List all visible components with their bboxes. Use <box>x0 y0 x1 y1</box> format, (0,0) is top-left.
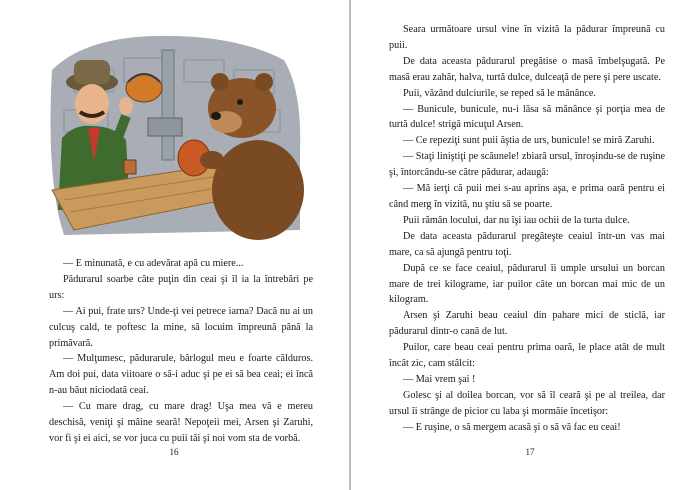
paragraph: Puii, văzând dulciurile, se reped să le mănânce. <box>403 87 596 99</box>
paragraph: — E ruşine, o să mergem acasă şi o să vă fac eu ceai! <box>403 421 621 433</box>
paragraph: Pădurarul soarbe câte puţin din ceai şi îl ia la întrebări pe urs: <box>49 273 313 301</box>
paragraph: — Mă ierţi că puii mei s-au aprins aşa, e prima oară pentru ei când merg în vizită, nu ştiu să se poarte. <box>389 183 665 210</box>
right-page-text <box>389 22 665 436</box>
right-page <box>351 0 700 490</box>
paragraph: — Ce repeziţi sunt puii ăştia de urs, bunicule! se miră Zaruhi. <box>403 135 655 147</box>
paragraph: Golesc şi al doilea borcan, vor să îl ceară şi pe al treilea, dar ursul îi strânge de picior cu laba şi mormăie încetişor: <box>389 389 665 417</box>
paragraph: Puii rămân locului, dar nu îşi iau ochii de la turta dulce. <box>403 214 630 226</box>
page-number-right: 17 <box>525 447 535 457</box>
forester-hat-top <box>74 60 110 84</box>
paragraph: — E minunată, e cu adevărat apă cu miere... <box>63 258 244 269</box>
paragraph: — Bunicule, bunicule, nu-i lăsa să mănânce şi porţia mea de turtă dulce! strigă micuţul Arsen. <box>389 103 665 131</box>
paragraph: De data aceasta pădurarul pregătise o masă îmbelşugată. Pe masă erau zahăr, halva, turtă dulce, dulceaţă de pere şi pere uscate. <box>389 55 665 83</box>
paragraph: — Cu mare drag, cu mare drag! Uşa mea vă e mereu deschisă, veniţi şi mâine seară! Nepoţeii mei, Arsen şi Zaruhi, vor fi şi ei aici, se vor juca cu puii tăi şi noi vom sta de vorbă. <box>49 401 313 444</box>
paragraph: Puilor, care beau ceai pentru prima oară, le place atât de mult încât zic, cam stâlcit: <box>389 342 665 370</box>
forester-raised-hand <box>119 97 133 115</box>
bear-paw <box>200 151 224 169</box>
left-page <box>0 0 349 490</box>
bear-ear-left <box>211 73 229 91</box>
stove-pipe <box>162 50 174 160</box>
paragraph: — Mai vrem şai ! <box>403 373 476 385</box>
bear-ear-right <box>255 73 273 91</box>
paragraph: Seara următoare ursul vine în vizită la pădurar împreună cu puii. <box>389 24 665 51</box>
bear-body <box>212 140 304 240</box>
paragraph: Arsen şi Zaruhi beau ceaiul din pahare mici de sticlă, iar pădurarul dintr-o cană de lut. <box>389 310 665 338</box>
forester-cup <box>124 160 136 174</box>
left-page-text <box>49 256 313 447</box>
paragraph: — Mulţumesc, pădurarule, bârlogul meu e foarte călduros. Am doi pui, data viitoare o să-i aduc şi pe ei să bea ceai; ei încă n-au băut niciodată ceai. <box>49 353 313 397</box>
illustration-svg <box>44 30 304 240</box>
paragraph: După ce se face ceaiul, pădurarul îi umple ursului un borcan mare de trei kilograme, iar puilor câte un borcan mai mic de un kilogram. <box>389 262 665 306</box>
bear-eye <box>237 99 243 105</box>
stove-box <box>148 118 182 136</box>
paragraph: De data aceasta pădurarul pregăteşte ceaiul într-un vas mai mare, ca să ajungă pentru toţi. <box>389 230 665 258</box>
paragraph: — Ai pui, frate urs? Unde-ţi vei petrece iarna? Dacă nu ai un culcuş cald, te poftesc la mine, să locuim împreună până la primăvară. <box>49 305 313 349</box>
page-number-left: 16 <box>169 447 179 457</box>
paragraph: — Staţi liniştiţi pe scăunele! zbiară ursul, înroşindu-se de ruşine şi, întorcându-se către pădurar, adaugă: <box>389 151 665 179</box>
illustration-forester-and-bear <box>44 30 304 240</box>
bear-nose <box>211 112 221 120</box>
